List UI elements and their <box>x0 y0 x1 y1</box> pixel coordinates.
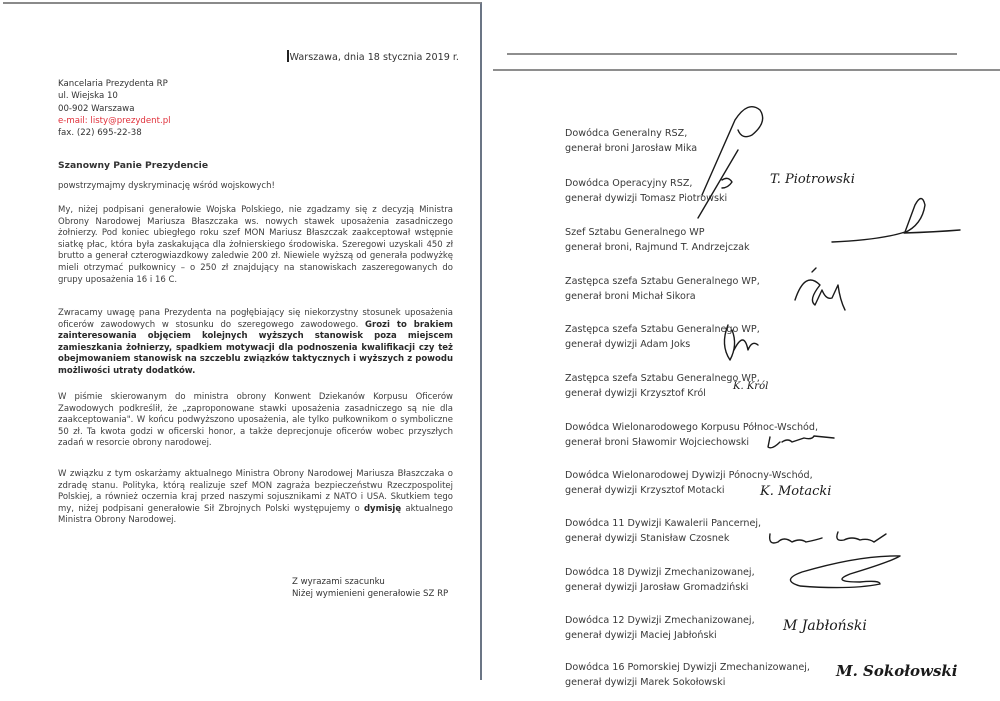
address-line-office: Kancelaria Prezydenta RP <box>58 79 168 89</box>
signatory-position: Dowódca Operacyjny RSZ, <box>565 178 693 189</box>
letter-paragraph-1: My, niżej podpisani generałowie Wojska Polskiego, nie zgadzamy się z decyzją Ministra Obrony Narodowej Mariusza Błaszczaka ws. nowych stawek uposażenia zasadniczego żołnierzy. Pod koniec ubiegłego roku szef MON Mariusz Błaszczak zaakceptował wstępnie siatkę płac, która była zaskakująca dla żołnierskiego środowiska. Szeregowi uzyskali 450 zł brutto a generał czterogwiazdkowy zaledwie 200 zł. Niewiele wyższą od generała podwyżkę mieli otrzymać pułkownicy – o 250 zł znajdujący na stanowiskach zaszeregowanych do grupy uposażenia 16 i 16 C. <box>58 205 453 285</box>
address-line-city: 00-902 Warszawa <box>58 103 135 114</box>
signature-krol: K. Król <box>733 381 769 392</box>
signatory-name: generał dywizji Tomasz Piotrowski <box>565 193 728 205</box>
signatory-name: generał dywizji Krzysztof Król <box>565 388 706 400</box>
address-line-street: ul. Wiejska 10 <box>58 91 118 102</box>
signatory-name: generał broni, Rajmund T. Andrzejczak <box>565 242 750 254</box>
signature-andrzejczak <box>832 199 960 243</box>
signatory-name: generał broni Michał Sikora <box>565 291 696 303</box>
signatory-name: generał dywizji Maciej Jabłoński <box>565 630 717 642</box>
signatory-name: generał broni Sławomir Wojciechowski <box>565 437 750 449</box>
signature-wojciechowski <box>768 436 834 448</box>
closing-signatories: Niżej wymienieni generałowie SZ RP <box>292 589 449 600</box>
signatory-position: Dowódca 16 Pomorskiej Dywizji Zmechanizowanej, <box>565 662 810 673</box>
signature-jablonski: M Jabłoński <box>783 618 867 634</box>
salutation: Szanowny Panie Prezydencie <box>58 160 209 171</box>
paragraph-2-text: Zwracamy uwagę pana Prezydenta na pogłębiający się niekorzystny stosunek uposażenia oficerów zawodowych w stosunku do szeregowego zawodowego. <box>58 308 453 330</box>
signatory-name: generał dywizji Marek Sokołowski <box>565 677 726 689</box>
paragraph-4-text-end: aktualnego Ministra Obrony Narodowej. <box>58 503 453 526</box>
paragraph-2-bold-text: Grozi to brakiem zainteresowania objęciem kolejnych wyższych stanowisk poza miejscem zamieszkania żołnierzy, spadkiem motywacji dla podnoszenia kwalifikacji czy też obejmowaniem stanowisk na szczeblu związków taktycznych i wyższych z powodu możliwości utraty dodatków. <box>58 319 453 376</box>
signatory-name: generał broni Jarosław Mika <box>565 143 698 155</box>
paragraph-4-text: W związku z tym oskarżamy aktualnego Ministra Obrony Narodowej Mariusza Błaszczaka o zdradę stanu. Polityka, którą realizuje szef MON zagraża bezpieczeństwu Rzeczpospolitej Polskiej, a również oczernia kraj przed naszymi sojusznikami z NATO i USA. Skutkiem tego my, niżej podpisani generałowie Sił Zbrojnych Polski występujemy o <box>58 469 453 514</box>
signature-sokolowski: M. Sokołowski <box>836 662 958 680</box>
signature-czosnek <box>770 532 886 543</box>
signatory-position: Zastępca szefa Sztabu Generalnego WP, <box>565 276 760 287</box>
signatory-position: Dowódca Wielonarodowego Korpusu Północ-Wschód, <box>565 422 819 433</box>
signature-motacki: K. Motacki <box>760 484 832 499</box>
signatory-name: generał dywizji Jarosław Gromadziński <box>565 582 749 594</box>
address-email-link[interactable]: e-mail: listy@prezydent.pl <box>58 115 171 126</box>
letter-paragraph-3: W piśmie skierowanym do ministra obrony Konwent Dziekanów Korpusu Oficerów Zawodowych podkreślił, że „zaproponowane stawki uposażenia zasadniczego są nie dla zaakceptowania". W końcu podwyższono uposażenia, ale tylko pułkownikom o symboliczne 50 zł. Ta kwota godzi w oficerski honor, a także deprecjonuje oficerów wobec przyszłych zadań w resorcie obrony narodowej. <box>58 392 453 449</box>
signature-joks <box>724 325 758 360</box>
paragraph-4-bold-text: dymisję <box>363 503 402 514</box>
letter-intro: powstrzymajmy dyskryminację wśród wojskowych! <box>58 181 275 191</box>
closing-regards: Z wyrazami szacunku <box>292 577 385 587</box>
signatory-position: Szef Sztabu Generalnego WP <box>565 227 705 238</box>
signatory-position: Dowódca 12 Dywizji Zmechanizowanej, <box>565 615 755 626</box>
signatory-name: generał dywizji Stanisław Czosnek <box>565 533 730 545</box>
signature-piotrowski: T. Piotrowski <box>770 172 855 187</box>
signatory-name: generał dywizji Adam Joks <box>565 339 691 351</box>
date-text: Warszawa, dnia 18 stycznia 2019 r. <box>289 52 459 63</box>
signature-sikora <box>795 268 845 310</box>
signatory-position: Dowódca 11 Dywizji Kawalerii Pancernej, <box>565 518 762 529</box>
signatory-position: Zastępca szefa Sztabu Generalnego WP, <box>565 373 760 384</box>
signature-gromadzinski <box>790 556 900 588</box>
signatory-position: Dowódca Generalny RSZ, <box>565 128 688 139</box>
signatory-position: Zastępca szefa Sztabu Generalnego WP, <box>565 324 760 335</box>
address-fax: fax. (22) 695-22-38 <box>58 128 142 139</box>
signatory-position: Dowódca Wielonarodowej Dywizji Pónocny-Wschód, <box>565 470 813 481</box>
signatory-name: generał dywizji Krzysztof Motacki <box>565 485 725 497</box>
signatory-position: Dowódca 18 Dywizji Zmechanizowanej, <box>565 567 755 578</box>
